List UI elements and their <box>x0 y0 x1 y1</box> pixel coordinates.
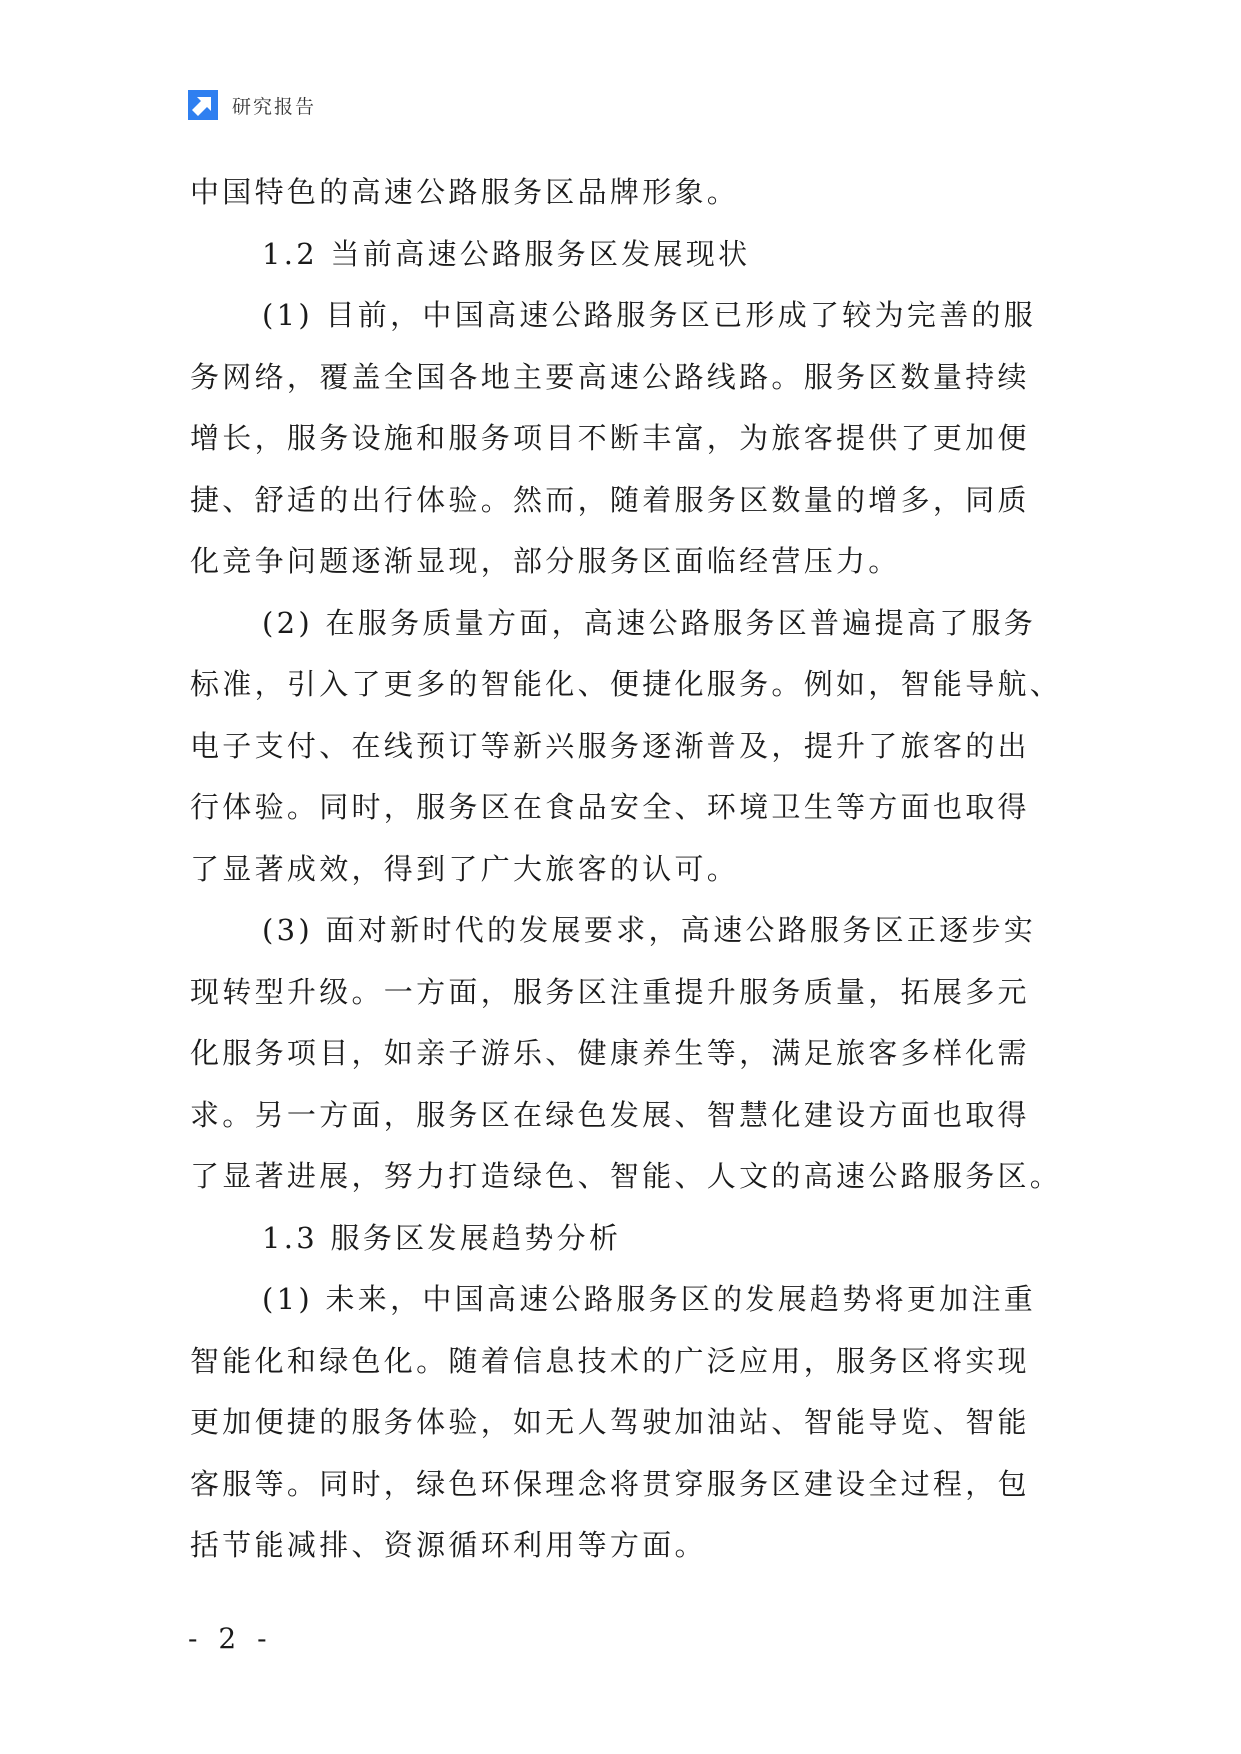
section-heading: 1.3 服务区发展趋势分析 <box>262 1220 622 1255</box>
text-line: 智能化和绿色化。随着信息技术的广泛应用，服务区将实现 <box>190 1343 1030 1378</box>
text-line: 务网络，覆盖全国各地主要高速公路线路。服务区数量持续 <box>190 359 1030 394</box>
text-line: 现转型升级。一方面，服务区注重提升服务质量，拓展多元 <box>190 974 1030 1009</box>
text-line: (1) 未来，中国高速公路服务区的发展趋势将更加注重 <box>262 1282 1037 1316</box>
text-line: 标准，引入了更多的智能化、便捷化服务。例如，智能导航、 <box>190 667 1063 701</box>
text-line: 增长，服务设施和服务项目不断丰富，为旅客提供了更加便 <box>190 421 1030 455</box>
text-line: 中国特色的高速公路服务区品牌形象。 <box>190 175 740 209</box>
text-line: (2) 在服务质量方面，高速公路服务区普遍提高了服务 <box>262 605 1037 640</box>
text-line: 了显著成效，得到了广大旅客的认可。 <box>190 851 740 886</box>
text-line: 捷、舒适的出行体验。然而，随着服务区数量的增多，同质 <box>190 482 1030 517</box>
text-line: 化竞争问题逐渐显现，部分服务区面临经营压力。 <box>190 544 901 578</box>
text-line: 化服务项目，如亲子游乐、健康养生等，满足旅客多样化需 <box>190 1036 1030 1070</box>
page-number: - 2 - <box>188 1622 273 1655</box>
section-heading: 1.2 当前高速公路服务区发展现状 <box>262 236 751 271</box>
text-line: 括节能减排、资源循环利用等方面。 <box>190 1528 707 1562</box>
document-body <box>190 162 1063 1577</box>
text-line: 客服等。同时，绿色环保理念将贯穿服务区建设全过程，包 <box>190 1466 1030 1501</box>
text-line: 行体验。同时，服务区在食品安全、环境卫生等方面也取得 <box>190 790 1030 824</box>
text-line: (1) 目前，中国高速公路服务区已形成了较为完善的服 <box>262 298 1037 332</box>
document-header <box>188 88 316 122</box>
text-line: 更加便捷的服务体验，如无人驾驶加油站、智能导览、智能 <box>190 1405 1030 1439</box>
text-line: 求。另一方面，服务区在绿色发展、智慧化建设方面也取得 <box>190 1097 1030 1132</box>
text-line: 电子支付、在线预订等新兴服务逐渐普及，提升了旅客的出 <box>190 728 1030 763</box>
arrow-up-right-icon <box>188 90 218 120</box>
header-title: 研究报告 <box>232 95 317 118</box>
text-line: (3) 面对新时代的发展要求，高速公路服务区正逐步实 <box>262 913 1037 947</box>
text-line: 了显著进展，努力打造绿色、智能、人文的高速公路服务区。 <box>190 1159 1063 1193</box>
